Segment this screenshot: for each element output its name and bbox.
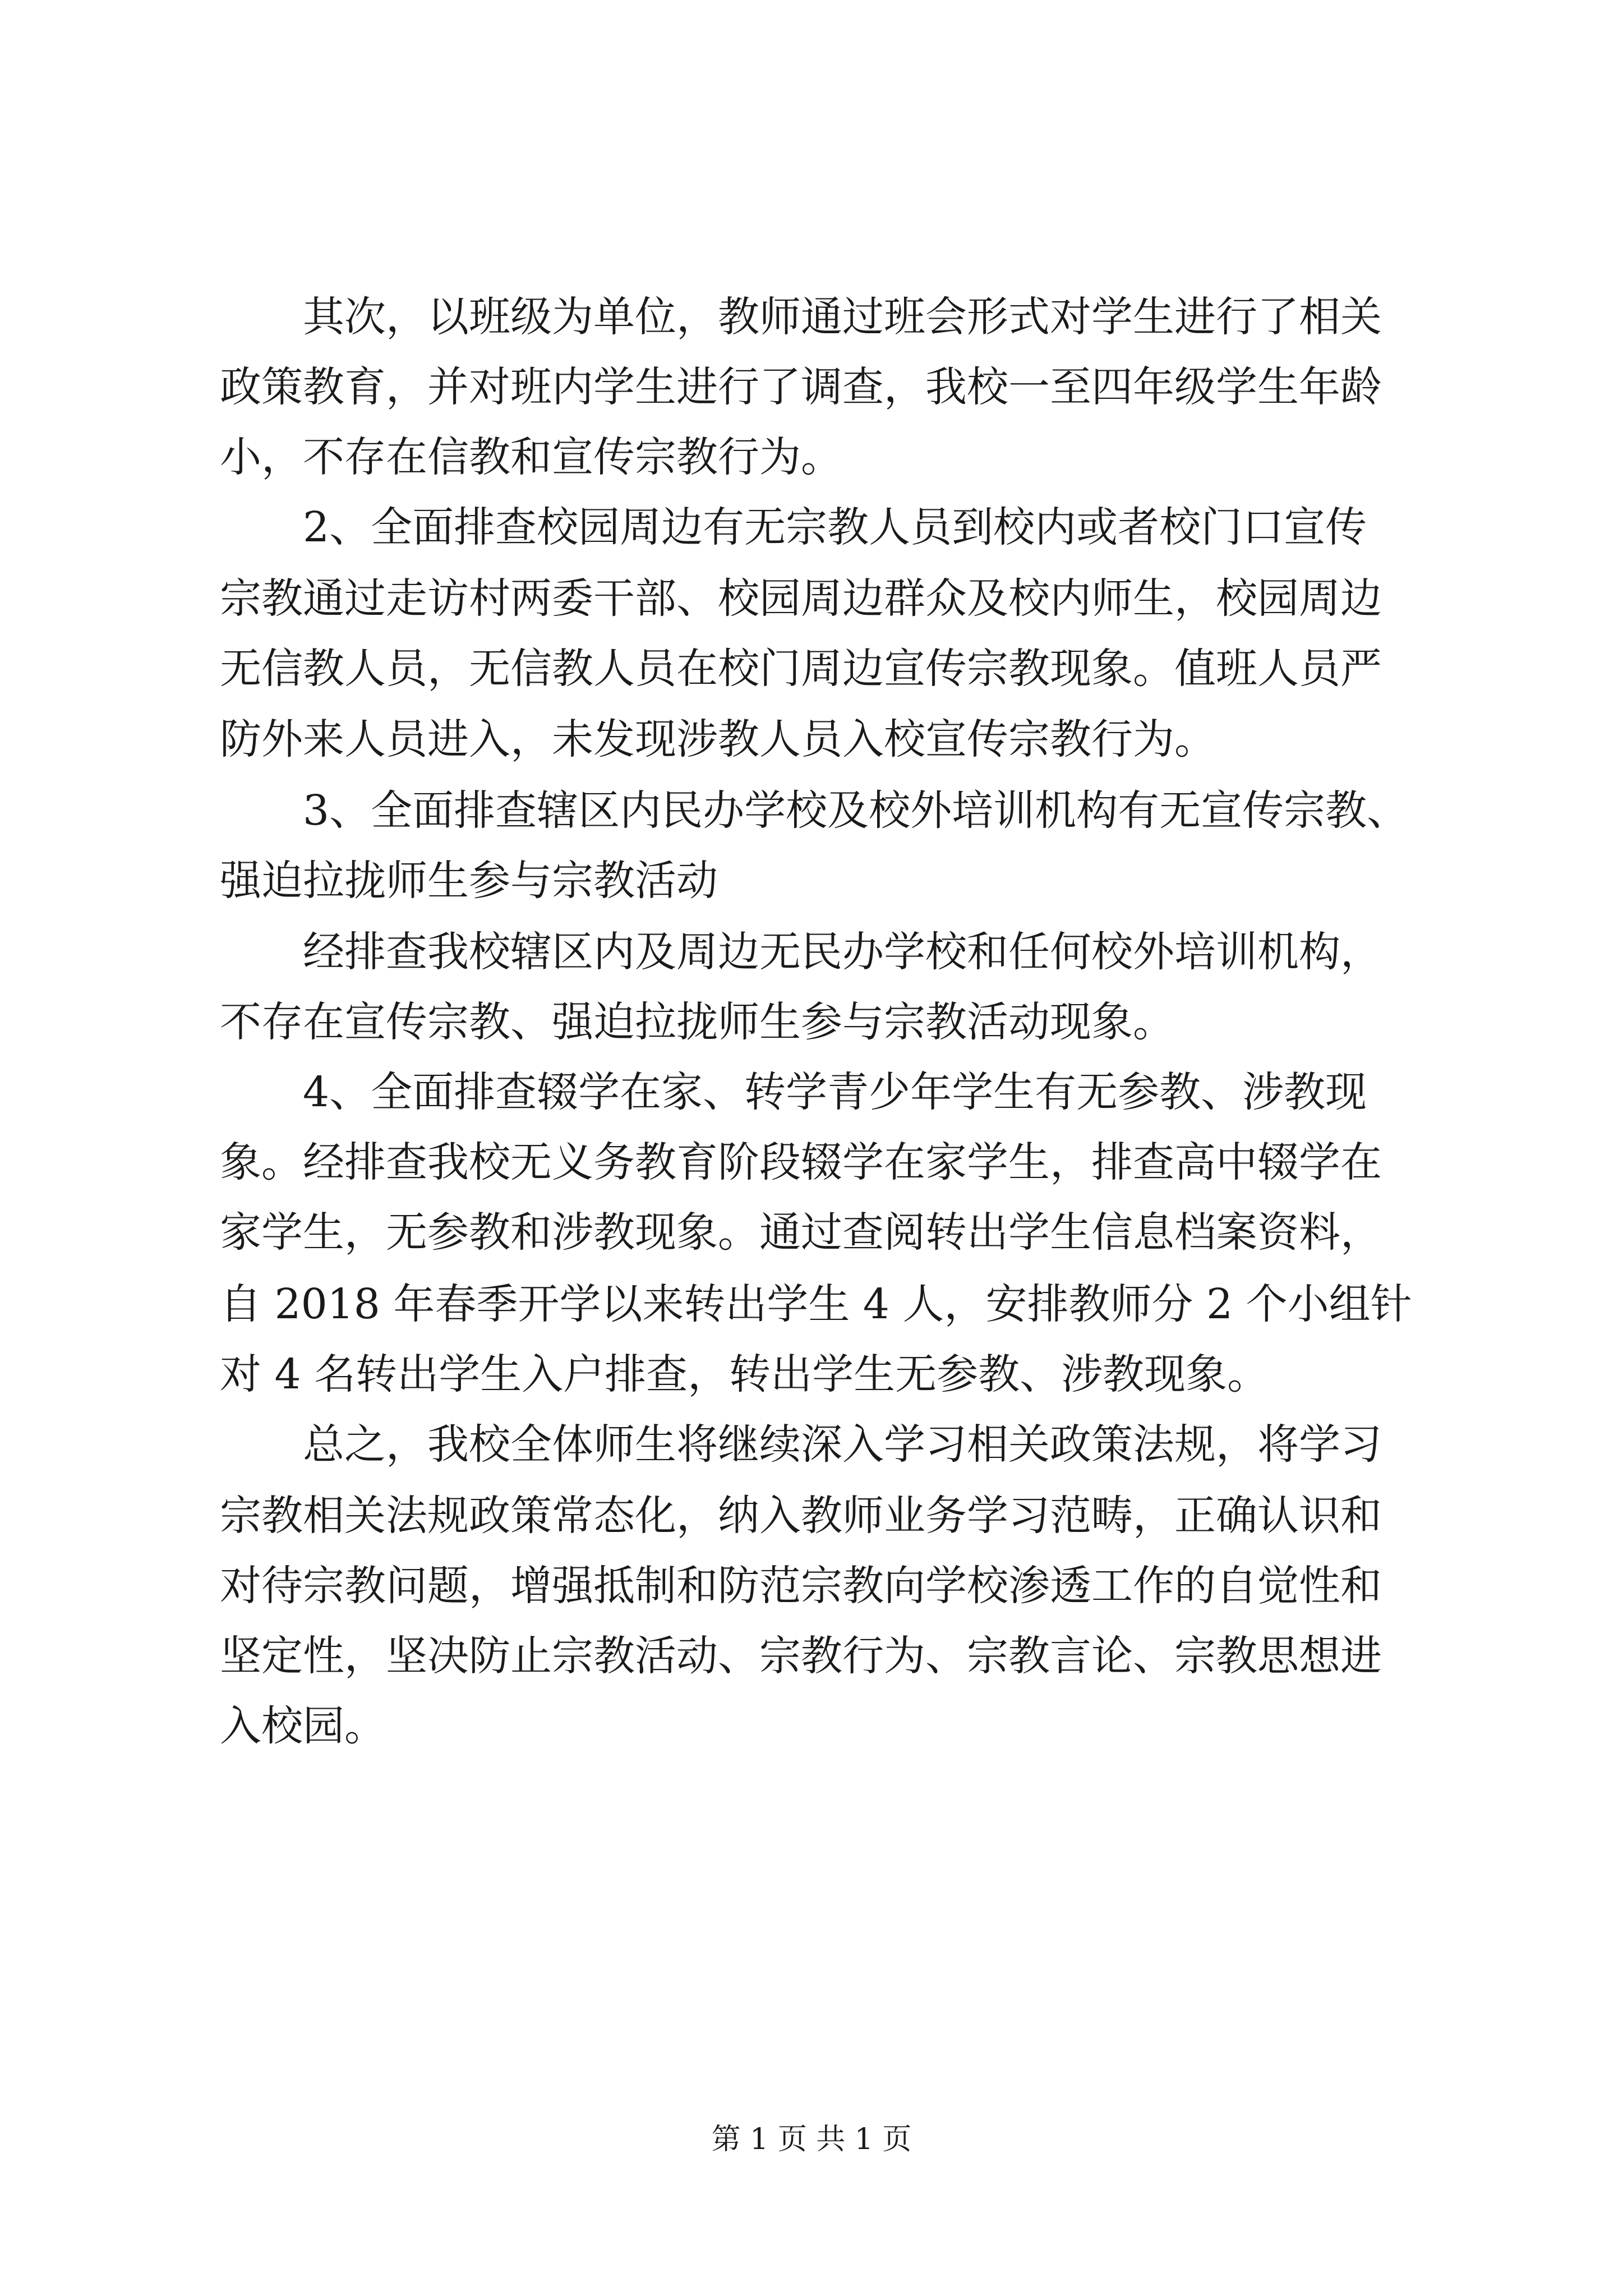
text-line: 宗教通过走访村两委干部、校园周边群众及校内师生，校园周边 [220,574,1382,623]
text-line: 政策教育，并对班内学生进行了调查，我校一至四年级学生年龄 [220,363,1382,411]
text-line: 总之，我校全体师生将继续深入学习相关政策法规，将学习 [303,1420,1382,1469]
text-line: 无信教人员，无信教人员在校门周边宣传宗教现象。值班人员严 [220,645,1382,693]
text-line: 坚定性，坚决防止宗教活动、宗教行为、宗教言论、宗教思想进 [220,1632,1382,1680]
text-line: 2、全面排查校园周边有无宗教人员到校内或者校门口宣传 [303,503,1367,551]
text-line: 4、全面排查辍学在家、转学青少年学生有无参教、涉教现 [303,1068,1367,1116]
text-line: 防外来人员进入，未发现涉教人员入校宣传宗教行为。 [220,715,1216,763]
text-line: 宗教相关法规政策常态化，纳入教师业务学习范畴，正确认识和 [220,1492,1382,1540]
text-line: 自 2018 年春季开学以来转出学生 4 人，安排教师分 2 个小组针 [220,1280,1412,1328]
text-line: 象。经排查我校无义务教育阶段辍学在家学生，排查高中辍学在 [220,1138,1382,1186]
text-line: 对待宗教问题，增强抵制和防范宗教向学校渗透工作的自觉性和 [220,1562,1382,1610]
text-line: 其次，以班级为单位，教师通过班会形式对学生进行了相关 [303,293,1382,341]
text-line: 家学生，无参教和涉教现象。通过查阅转出学生信息档案资料， [220,1208,1382,1257]
text-line: 入校园。 [220,1702,386,1750]
text-line: 小，不存在信教和宣传宗教行为。 [220,433,842,481]
text-line: 对 4 名转出学生入户排查，转出学生无参教、涉教现象。 [220,1350,1269,1398]
page-footer: 第 1 页 共 1 页 [711,2123,912,2156]
text-line: 3、全面排查辖区内民办学校及校外培训机构有无宣传宗教、 [303,786,1409,835]
text-line: 不存在宣传宗教、强迫拉拢师生参与宗教活动现象。 [220,998,1174,1046]
text-line: 经排查我校辖区内及周边无民办学校和任何校外培训机构， [303,928,1382,976]
text-line: 强迫拉拢师生参与宗教活动 [220,857,718,905]
